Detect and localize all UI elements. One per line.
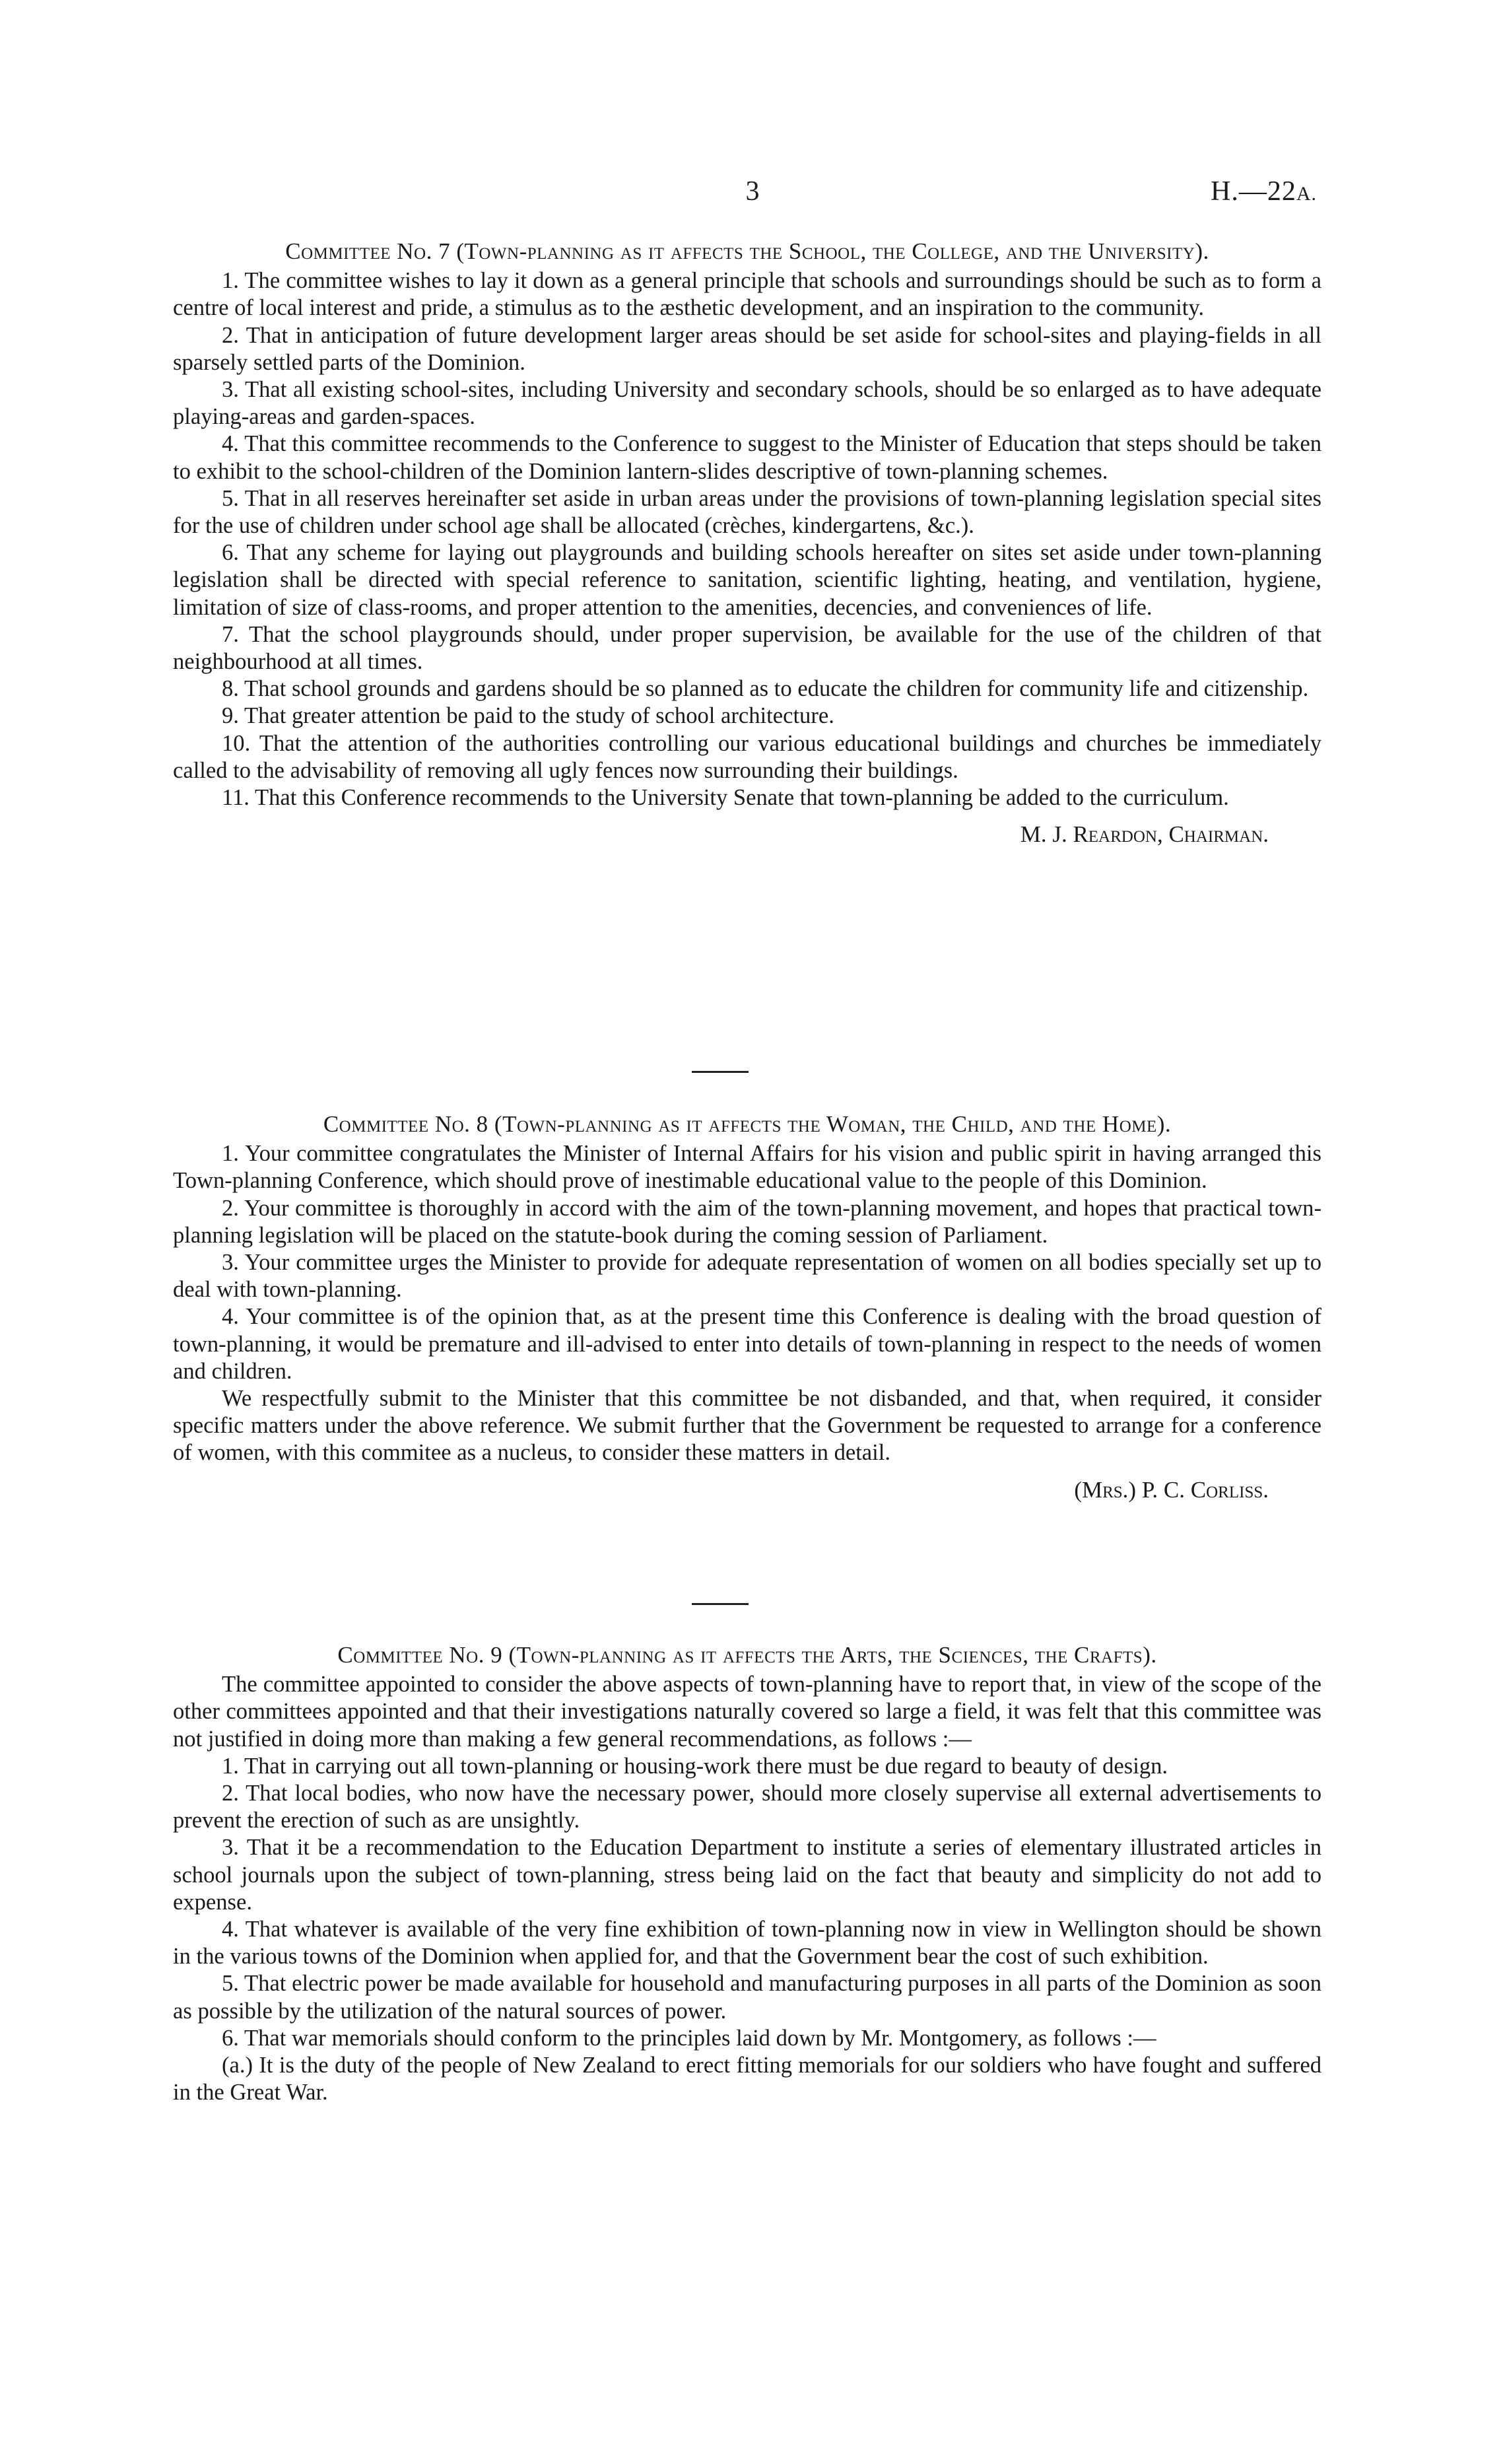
committee-7-item-8: 8. That school grounds and gardens should be so planned as to educate the children for community life and citizenship. <box>222 676 1309 702</box>
committee-7-item-6: 6. That any scheme for laying out playgrounds and building schools hereafter on sites set aside under town-planning legislation shall be directed with special reference to sanitation, scientific lighting, heating, and ventilation, hygiene, limitation of size of class-rooms, and proper attention to the amenities, decencies, and conveniences of life. <box>173 540 1321 620</box>
committee-7-item-11: 11. That this Conference recommends to the University Senate that town-planning be added to the curriculum. <box>222 785 1229 811</box>
committee-8-item-4: 4. Your committee is of the opinion that, as at the present time this Conference is dealing with the broad question of town-planning, it would be premature and ill-advised to enter into details of town-planning in respect to the needs of women and children. <box>173 1304 1321 1384</box>
committee-9-section <box>173 1641 1321 2106</box>
committee-9-item-5: 5. That electric power be made available for household and manufacturing purposes in all parts of the Dominion as soon as possible by the utilization of the natural sources of power. <box>173 1971 1321 2024</box>
committee-9-item-4: 4. That whatever is available of the very fine exhibition of town-planning now in view in Wellington should be shown in the various towns of the Dominion when applied for, and that the Government bear the cost of such exhibition. <box>173 1917 1321 1969</box>
committee-7-item-1: 1. The committee wishes to lay it down as a general principle that schools and surroundings should be such as to form a centre of local interest and pride, a stimulus as to the æsthetic development, and an inspiration to the community. <box>173 268 1321 321</box>
committee-7-item-10: 10. That the attention of the authorities controlling our various educational buildings and churches be immediately called to the advisability of removing all ugly fences now surrounding their buildings. <box>173 730 1321 783</box>
section-divider <box>692 1603 749 1605</box>
committee-8-item-3: 3. Your committee urges the Minister to provide for adequate representation of women on all bodies specially set up to deal with town-planning. <box>173 1250 1321 1303</box>
committee-7-item-5: 5. That in all reserves hereinafter set aside in urban areas under the provisions of town-planning legislation special sites for the use of children under school age shall be allocated (crèches, kindergartens, &c.). <box>173 485 1321 539</box>
page-number: 3 <box>745 176 760 207</box>
committee-7-heading: Committee No. 7 (Town-planning as it affects the School, the College, and the University). <box>285 238 1209 264</box>
committee-9-item-1: 1. That in carrying out all town-planning or housing-work there must be due regard to beauty of design. <box>222 1753 1168 1779</box>
committee-9-intro: The committee appointed to consider the above aspects of town-planning have to report that, in view of the scope of the other committees appointed and that their investigations naturally covered so large a field, it was felt that this committee was not justified in doing more than making a few general recommendations, as follows :— <box>173 1672 1321 1752</box>
committee-8-closing: We respectfully submit to the Minister that this committee be not disbanded, and that, when required, it consider specific matters under the above reference. We submit further that the Government be requested to arrange for a conference of women, with this commitee as a nucleus, to consider these matters in detail. <box>173 1386 1321 1466</box>
committee-7-item-3: 3. That all existing school-sites, including University and secondary schools, should be so enlarged as to have adequate playing-areas and garden-spaces. <box>173 377 1321 430</box>
committee-8-heading: Committee No. 8 (Town-planning as it affects the Woman, the Child, and the Home). <box>323 1111 1172 1137</box>
committee-7-item-4: 4. That this committee recommends to the Conference to suggest to the Minister of Education that steps should be taken to exhibit to the school-children of the Dominion lantern-slides descriptive of town-planning schemes. <box>173 431 1321 484</box>
committee-9-item-6: 6. That war memorials should conform to the principles laid down by Mr. Montgomery, as follows :— <box>222 2025 1156 2051</box>
committee-9-item-2: 2. That local bodies, who now have the necessary power, should more closely supervise all external advertisements to prevent the erection of such as are unsightly. <box>173 1781 1321 1833</box>
committee-7-item-7: 7. That the school playgrounds should, under proper supervision, be available for the use of the children of that neighbourhood at all times. <box>173 621 1321 675</box>
committee-9-heading: Committee No. 9 (Town-planning as it affects the Arts, the Sciences, the Crafts). <box>337 1642 1157 1668</box>
committee-8-item-1: 1. Your committee congratulates the Minister of Internal Affairs for his vision and public spirit in having arranged this Town-planning Conference, which should prove of inestimable educational value to the people of this Dominion. <box>173 1141 1321 1194</box>
committee-9-item-3: 3. That it be a recommendation to the Education Department to institute a series of elementary illustrated articles in school journals upon the subject of town-planning, stress being laid on the fact that beauty and simplicity do not add to expense. <box>173 1835 1321 1915</box>
document-reference-main: H.—22 <box>1210 176 1296 207</box>
document-reference <box>1211 176 1317 207</box>
committee-8-item-2: 2. Your committee is thoroughly in accord with the aim of the town-planning movement, and hopes that practical town-planning legislation will be placed on the statute-book during the coming session of Parliament. <box>173 1195 1321 1248</box>
committee-9-item-6a: (a.) It is the duty of the people of New Zealand to erect fitting memorials for our soldiers who have fought and suffered in the Great War. <box>173 2053 1321 2105</box>
section-divider <box>692 1071 749 1073</box>
committee-7-item-2: 2. That in anticipation of future development larger areas should be set aside for school-sites and playing-fields in all sparsely settled parts of the Dominion. <box>173 322 1321 375</box>
document-reference-suffix: A. <box>1296 183 1317 205</box>
committee-7-item-9: 9. That greater attention be paid to the study of school architecture. <box>222 703 834 729</box>
committee-8-signature: (Mrs.) P. C. Corliss. <box>1074 1476 1269 1503</box>
committee-7-signature: M. J. Reardon, Chairman. <box>1020 821 1269 848</box>
committee-8-section <box>173 1111 1321 1503</box>
committee-7-section <box>173 238 1321 848</box>
